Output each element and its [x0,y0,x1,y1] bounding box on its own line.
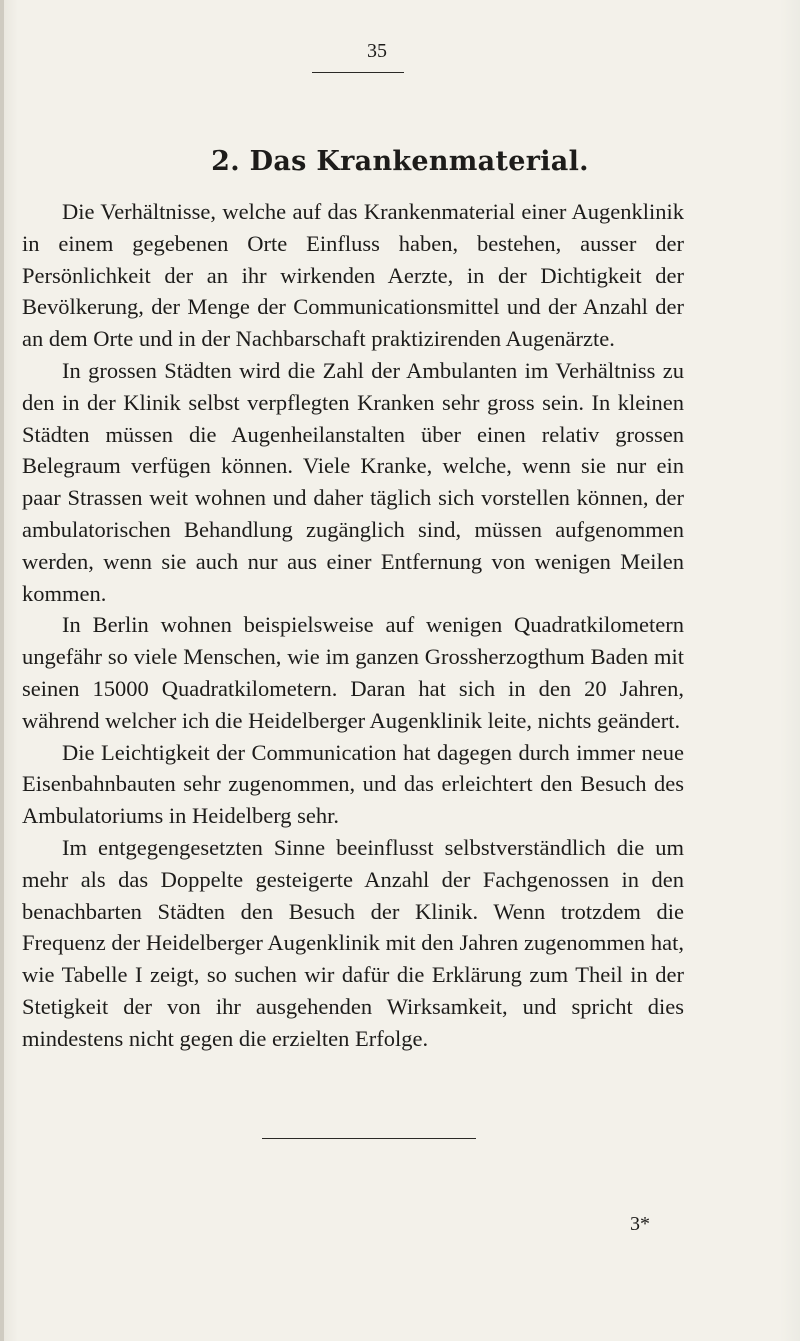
page-number-rule [312,72,404,73]
paragraph-2: In grossen Städten wird die Zahl der Ambulanten im Verhältniss zu den in der Klinik selbst verpflegten Kranken sehr gross sein. In kleinen Städten müssen die Augenheilanstalten über einen relativ grossen Belegraum verfügen können. Viele Kranke, welche, wenn sie nur ein paar Strassen weit wohnen und daher täglich sich vorstellen können, der ambulatorischen Behandlung zugänglich sind, müssen aufgenommen werden, wenn sie auch nur aus einer Entfernung von wenigen Meilen kommen. [22,357,684,606]
paragraph-4: Die Leichtigkeit der Communication hat dagegen durch immer neue Eisenbahnbauten sehr zugenommen, und das erleichtert den Besuch des Ambulatoriums in Heidelberg sehr. [22,739,684,829]
section-heading: 2. Das Krankenmaterial. [211,146,589,177]
paragraph-5: Im entgegengesetzten Sinne beeinflusst selbstverständlich die um mehr als das Doppelte gesteigerte Anzahl der Fachgenossen in den benachbarten Städten den Besuch der Klinik. Wenn trotzdem die Frequenz der Heidelberger Augenklinik mit den Jahren zugenommen hat, wie Tabelle I zeigt, so suchen wir dafür die Erklärung zum Theil in der Stetigkeit der von ihr ausgehenden Wirksamkeit, und spricht dies mindestens nicht gegen die erzielten Erfolge. [22,834,684,1051]
section-end-rule [262,1138,476,1139]
paragraph-1: Die Verhältnisse, welche auf das Krankenmaterial einer Augenklinik in einem gegebenen Orte Einfluss haben, bestehen, ausser der Persönlichkeit der an ihr wirkenden Aerzte, in der Dichtigkeit der Bevölkerung, der Menge der Communicationsmittel und der Anzahl der an dem Orte und in der Nachbarschaft praktizirenden Augenärzte. [22,199,684,352]
page-edge-shadow [0,0,4,1341]
page-number: 35 [367,40,387,62]
signature-mark: 3* [630,1213,650,1235]
paragraph-3: In Berlin wohnen beispielsweise auf wenigen Quadratkilometern ungefähr so viele Menschen, wie im ganzen Grossherzogthum Baden mit seinen 15000 Quadratkilometern. Daran hat sich in den 20 Jahren, während welcher ich die Heidelberger Augenklinik leite, nichts geändert. [22,612,684,733]
body-text [22,196,684,1055]
